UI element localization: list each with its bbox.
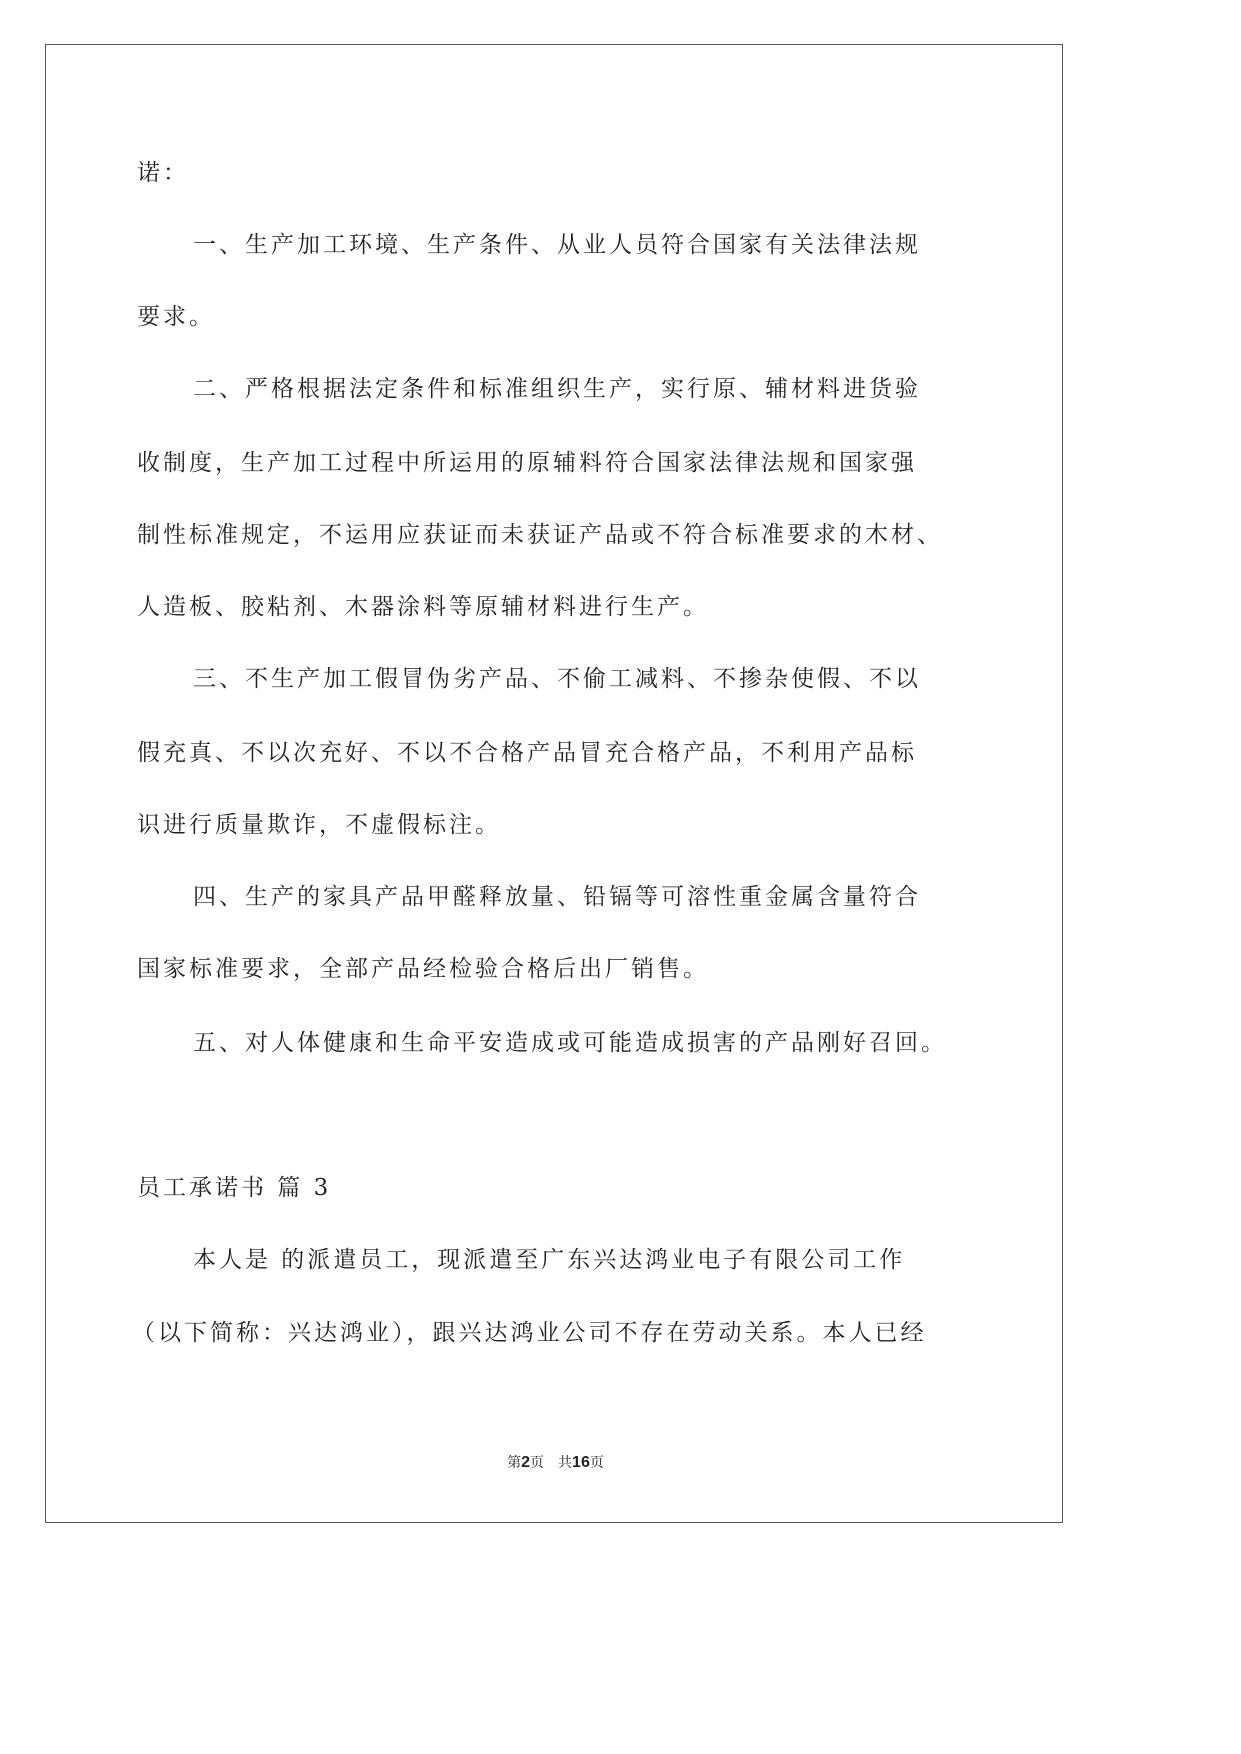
- text-line: 假充真、不以次充好、不以不合格产品冒充合格产品，不利用产品标: [137, 740, 917, 766]
- page-number: 2: [521, 1454, 531, 1471]
- text-line: 识进行质量欺诈，不虚假标注。: [137, 812, 501, 838]
- page-border: [45, 44, 1063, 1523]
- text-line: 本人是 的派遣员工，现派遣至广东兴达鸿业电子有限公司工作: [193, 1247, 906, 1273]
- text-line: 四、生产的家具产品甲醛释放量、铅镉等可溶性重金属含量符合: [193, 884, 921, 910]
- section-heading: 员工承诺书 篇 3: [137, 1175, 332, 1201]
- text-line: 收制度，生产加工过程中所运用的原辅料符合国家法律法规和国家强: [137, 450, 917, 476]
- page-suffix: 页: [530, 1455, 545, 1471]
- text-line: 一、生产加工环境、生产条件、从业人员符合国家有关法律法规: [193, 232, 921, 258]
- text-line: 五、对人体健康和生命平安造成或可能造成损害的产品刚好召回。: [193, 1030, 947, 1056]
- text-line: 制性标准规定，不运用应获证而未获证产品或不符合标准要求的木材、: [137, 522, 943, 548]
- page-footer: [0, 1453, 1111, 1473]
- text-line: （以下简称：兴达鸿业），跟兴达鸿业公司不存在劳动关系。本人已经: [132, 1320, 927, 1346]
- text-line: 国家标准要求，全部产品经检验合格后出厂销售。: [137, 956, 709, 982]
- page-prefix: 第: [507, 1455, 522, 1471]
- text-line: 三、不生产加工假冒伪劣产品、不偷工减料、不掺杂使假、不以: [193, 666, 921, 692]
- total-suffix: 页: [589, 1455, 604, 1471]
- text-line: 人造板、胶粘剂、木器涂料等原辅材料进行生产。: [137, 594, 709, 620]
- text-line: 要求。: [137, 304, 215, 330]
- total-pages: 16: [572, 1454, 590, 1471]
- text-line: 诺：: [137, 160, 189, 186]
- total-prefix: 共: [558, 1455, 573, 1471]
- text-line: 二、严格根据法定条件和标准组织生产，实行原、辅材料进货验: [193, 376, 921, 402]
